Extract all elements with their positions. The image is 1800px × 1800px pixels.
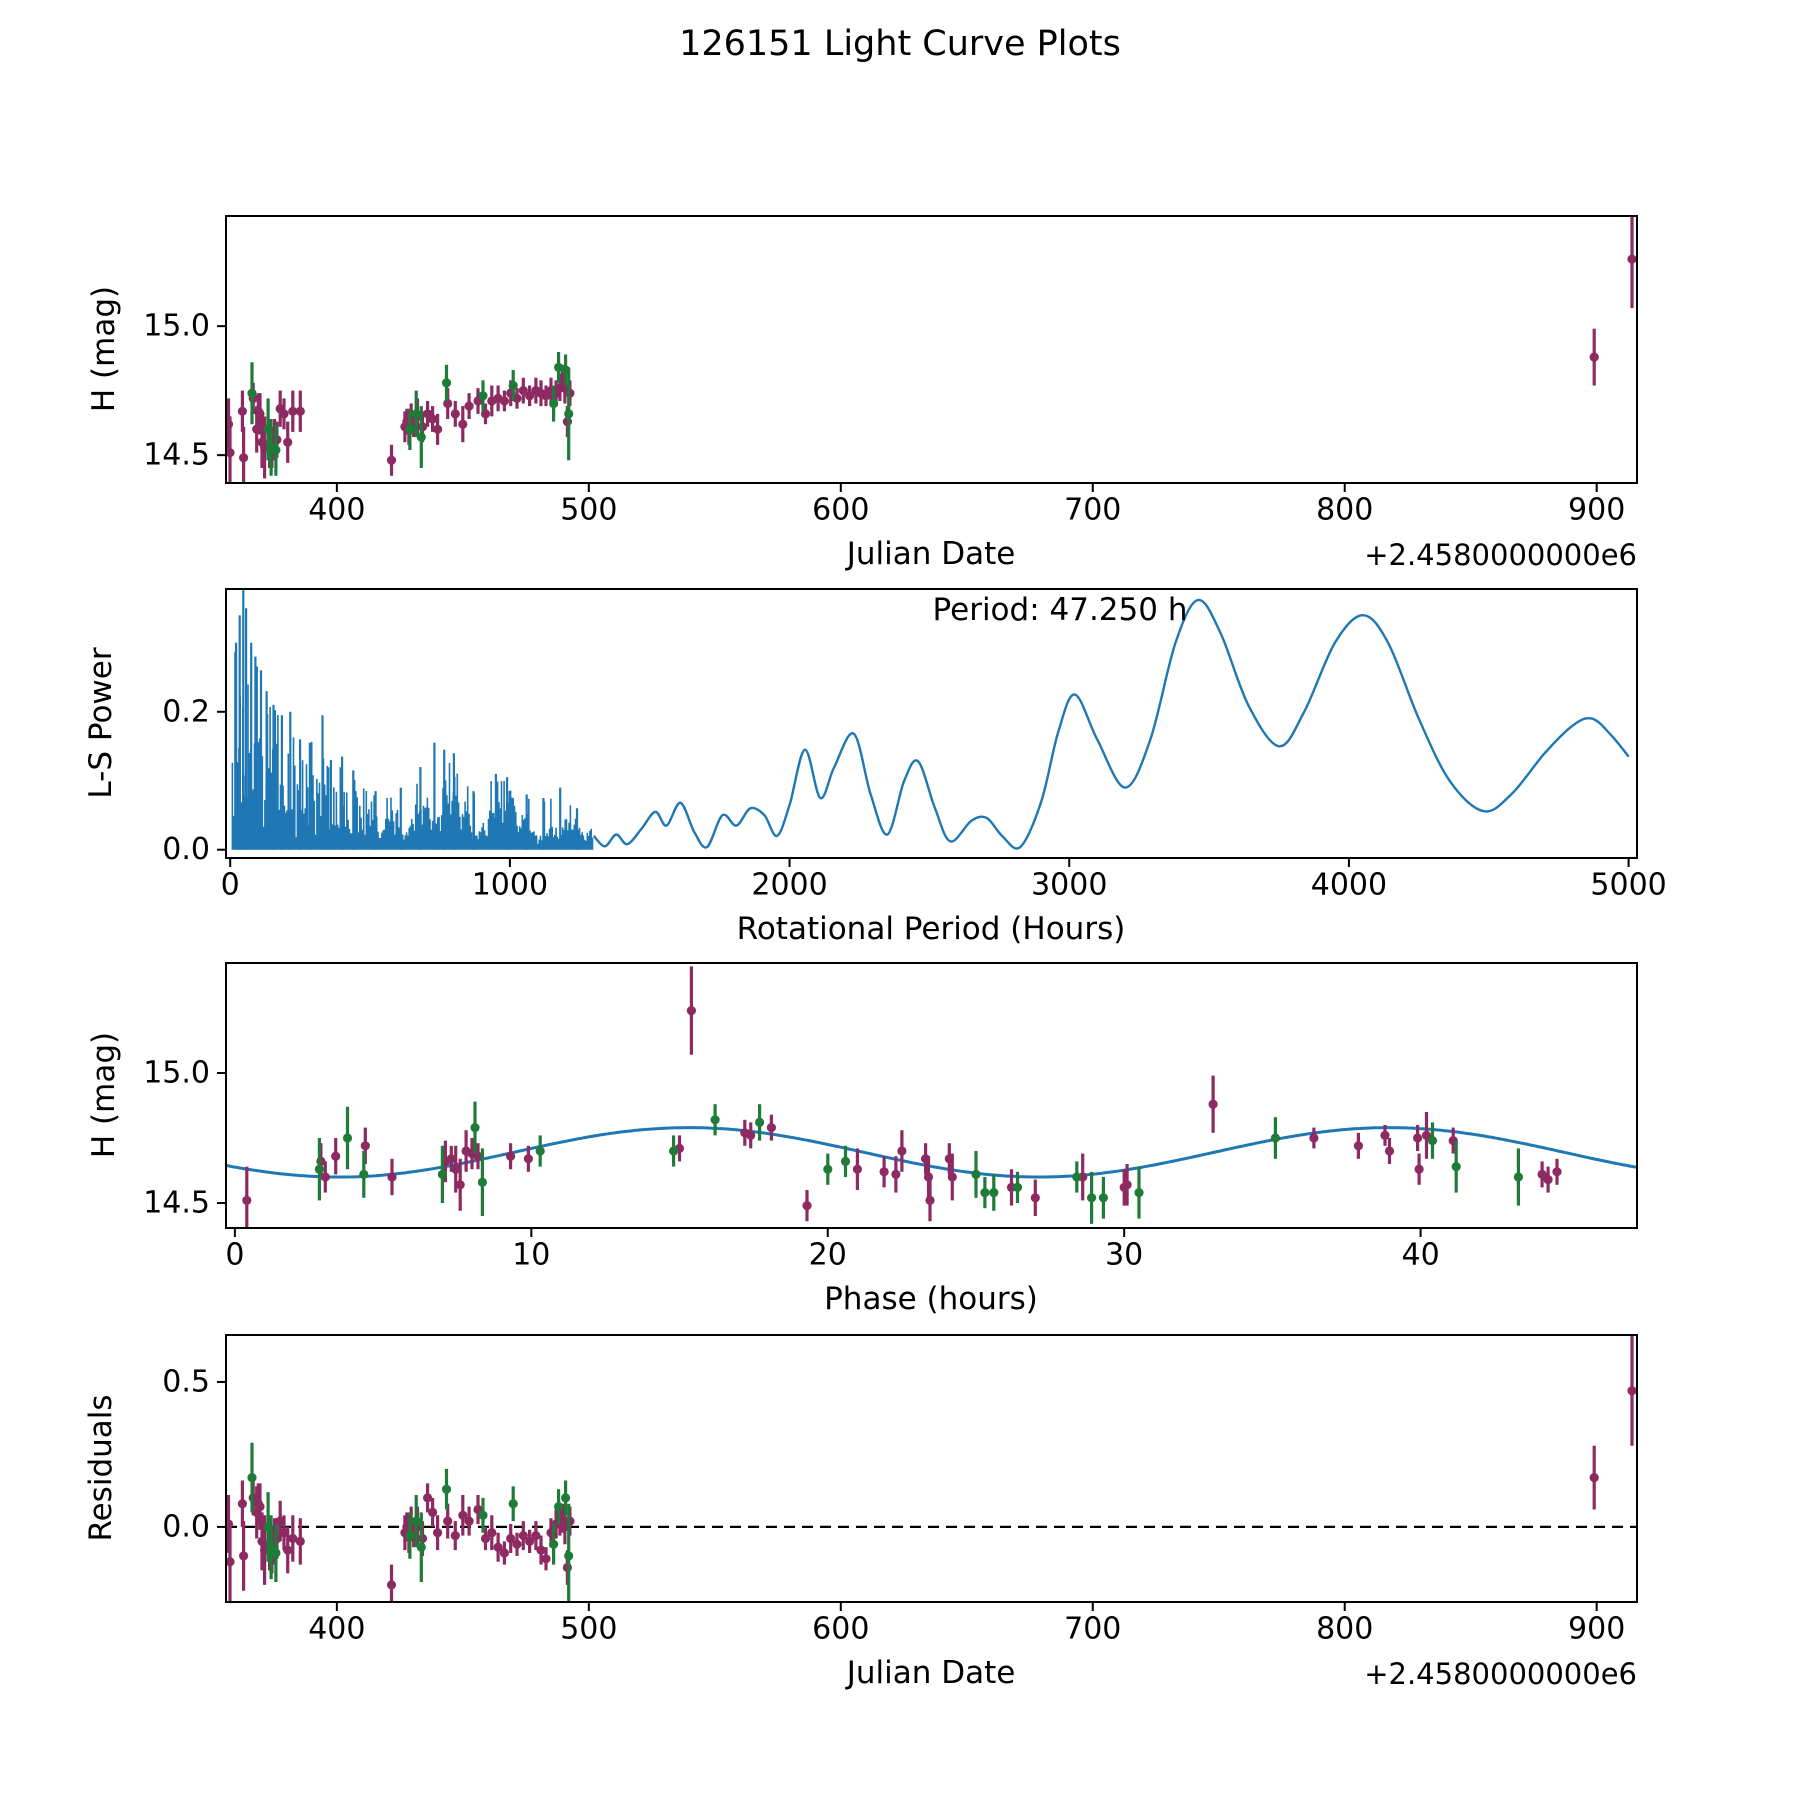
data-point [255,1502,264,1511]
data-point [428,414,437,423]
data-point [359,1170,368,1179]
data-point [1552,1167,1561,1176]
data-point [321,1172,330,1181]
x-tick-label: 5000 [1590,867,1667,903]
periodogram-curve [594,600,1629,849]
data-point [1514,1172,1523,1181]
data-point [531,1531,540,1540]
x-tick-label: 700 [1064,1611,1122,1647]
x-tick-label: 800 [1316,492,1374,528]
data-point [412,409,421,418]
data-point [1385,1146,1394,1155]
data-point [478,1511,487,1520]
data-point [1413,1133,1422,1142]
x-tick-label: 30 [1105,1237,1144,1273]
data-point [1072,1172,1081,1181]
x-tick-label: 0 [220,867,240,903]
x-tick-label: 900 [1568,492,1626,528]
data-point [443,1517,452,1526]
period-annotation: Period: 47.250 h [932,592,1188,628]
data-point [1452,1162,1461,1171]
data-point [853,1165,862,1174]
data-point [500,396,509,405]
axis4-xlabel: Julian Date [846,1655,1016,1691]
data-point [271,1548,280,1557]
axis3-ylabel: H (mag) [86,1031,122,1159]
x-tick-label: 700 [1064,492,1122,528]
y-tick-label: 0.2 [162,694,210,730]
data-point [1590,1473,1599,1482]
data-point [980,1188,989,1197]
data-point [478,1178,487,1187]
axis4-ylabel: Residuals [83,1394,119,1542]
x-tick-label: 600 [812,492,870,528]
axes-jd-lightcurve [143,210,1637,527]
data-point [343,1133,352,1142]
data-point [428,1508,437,1517]
x-tick-label: 900 [1568,1611,1626,1647]
series-survey-1 [224,210,1637,489]
data-point [509,381,518,390]
data-point [1013,1183,1022,1192]
data-point [412,1517,421,1526]
data-point [465,402,474,411]
data-point [1123,1180,1132,1189]
data-point [456,1180,465,1189]
data-point [331,1152,340,1161]
data-point [711,1115,720,1124]
x-tick-label: 10 [512,1237,551,1273]
data-point [1428,1136,1437,1145]
axes-ls-periodogram [162,589,1667,903]
x-tick-label: 400 [308,1611,366,1647]
data-point [433,1528,442,1537]
data-point [541,1554,550,1563]
data-point [1590,353,1599,362]
data-point [891,1170,900,1179]
axis4-offset-text: +2.4580000000e6 [1364,1657,1637,1691]
axis1-xlabel: Julian Date [846,536,1016,572]
periodogram-dense-region [232,652,592,850]
data-point [823,1165,832,1174]
plot-area-phased-lightcurve [226,966,1636,1234]
axes-box [226,1335,1637,1602]
data-point [458,420,467,429]
series-survey-1 [224,1336,1637,1606]
y-tick-label: 15.0 [143,1055,210,1091]
data-point [897,1146,906,1155]
data-point [242,1196,251,1205]
x-tick-label: 500 [560,1611,618,1647]
axis2-xlabel: Rotational Period (Hours) [736,911,1126,947]
data-point [506,1152,515,1161]
data-point [509,1499,518,1508]
plot-area-jd-lightcurve [224,210,1637,489]
data-point [387,1172,396,1181]
data-point [841,1157,850,1166]
x-tick-label: 20 [808,1237,847,1273]
data-point [1354,1141,1363,1150]
data-point [561,1493,570,1502]
data-point [247,389,256,398]
x-tick-label: 4000 [1310,867,1388,903]
data-point [512,1540,521,1549]
data-point [536,1546,545,1555]
data-point [433,425,442,434]
data-point [487,1528,496,1537]
data-point [1309,1133,1318,1142]
data-point [438,1170,447,1179]
axis1-offset-text: +2.4580000000e6 [1364,538,1637,572]
axes-residuals [162,1335,1637,1647]
x-tick-label: 600 [812,1611,870,1647]
data-point [524,1154,533,1163]
data-point [470,1123,479,1132]
data-point [417,1543,426,1552]
data-point [451,1531,460,1540]
data-point [387,456,396,465]
data-point [549,399,558,408]
y-tick-label: 0.0 [162,1509,210,1545]
axis2-ylabel: L-S Power [83,647,119,799]
data-point [296,407,305,416]
data-point [465,1517,474,1526]
data-point [361,1141,370,1150]
x-tick-label: 2000 [751,867,828,903]
x-tick-label: 500 [560,492,618,528]
data-point [948,1172,957,1181]
data-point [239,1551,248,1560]
plot-area-ls-periodogram [232,590,1628,850]
data-point [880,1167,889,1176]
y-tick-label: 15.0 [143,308,210,344]
data-point [1544,1175,1553,1184]
data-point [247,1473,256,1482]
x-tick-label: 3000 [1031,867,1108,903]
data-point [296,1537,305,1546]
data-point [1031,1193,1040,1202]
data-point [279,409,288,418]
axis1-ylabel: H (mag) [86,285,122,413]
data-point [283,1546,292,1555]
data-point [442,378,451,387]
plot-area-residuals [224,1336,1637,1609]
y-tick-label: 14.5 [143,437,210,473]
figure-title: 126151 Light Curve Plots [679,24,1121,64]
data-point [442,1485,451,1494]
data-point [554,1502,563,1511]
data-point [283,438,292,447]
data-point [238,1499,247,1508]
axes-phased-lightcurve [143,963,1637,1273]
data-point [417,433,426,442]
data-point [387,1580,396,1589]
data-point [1099,1193,1108,1202]
x-tick-label: 800 [1316,1611,1374,1647]
data-point [669,1146,678,1155]
data-point [1134,1188,1143,1197]
x-tick-label: 1000 [471,867,549,903]
data-point [1209,1100,1218,1109]
y-tick-label: 14.5 [143,1185,210,1221]
x-tick-label: 0 [225,1237,245,1273]
x-tick-label: 400 [308,492,366,528]
data-point [1271,1133,1280,1142]
y-tick-label: 0.5 [162,1364,210,1400]
data-point [971,1170,980,1179]
data-point [1087,1193,1096,1202]
data-point [549,1540,558,1549]
data-point [271,445,280,454]
data-point [1627,255,1636,264]
data-point [315,1165,324,1174]
data-point [767,1123,776,1132]
data-point [564,1551,573,1560]
x-tick-label: 40 [1401,1237,1440,1273]
data-point [405,425,414,434]
axis3-xlabel: Phase (hours) [824,1281,1038,1317]
series-survey-1 [242,966,1561,1234]
data-point [405,1531,414,1540]
data-point [746,1131,755,1140]
data-point [755,1118,764,1127]
data-point [802,1201,811,1210]
data-point [239,453,248,462]
data-point [500,1548,509,1557]
data-point [1415,1165,1424,1174]
data-point [989,1188,998,1197]
data-point [451,409,460,418]
y-tick-label: 0.0 [162,832,210,868]
data-point [564,409,573,418]
data-point [238,407,247,416]
data-point [536,1146,545,1155]
data-point [478,391,487,400]
data-point [1627,1386,1636,1395]
data-point [925,1196,934,1205]
data-point [687,1006,696,1015]
data-point [423,1493,432,1502]
